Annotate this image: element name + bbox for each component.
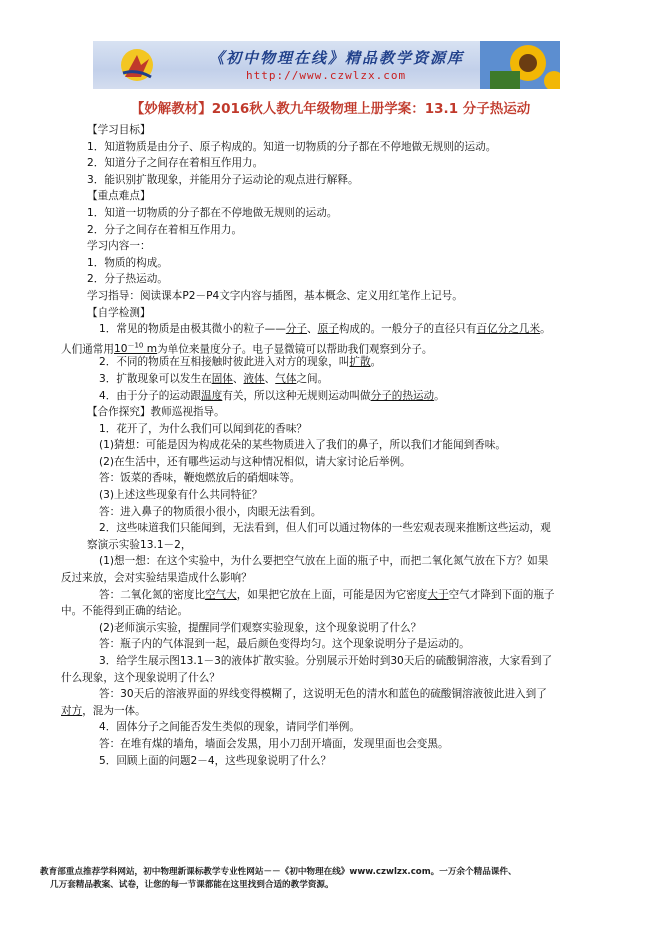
section-heading: 【学习目标】 [87, 124, 151, 136]
answer-line: 答：瓶子内的气体混到一起，最后颜色变得均匀。这个现象说明分子是运动的。 [99, 638, 470, 651]
self-test-q1: 1．常见的物质是由极其微小的粒子——分子、原子构成的。一般分子的直径只有百亿分之几米。 [99, 323, 551, 336]
question-line: (1)猜想：可能是因为构成花朵的某些物质进入了我们的鼻子，所以我们才能闻到香味。 [99, 439, 506, 452]
banner-title: 《初中物理在线》精品教学资源库 [209, 49, 465, 67]
content-line: 2．分子热运动。 [87, 273, 168, 286]
answer-line-cont: 中。不能得到正确的结论。 [61, 605, 189, 618]
sunflower-icon [480, 41, 560, 89]
question-line: (1)想一想：在这个实验中，为什么要把空气放在上面的瓶子中，而把二氧化氮气放在下方？如果 [99, 555, 549, 568]
goal-line: 2．知道分子之间存在着相互作用力。 [87, 157, 264, 170]
answer-line-cont: 对方，混为一体。 [61, 704, 146, 717]
self-test-q2: 2．不同的物质在互相接触时彼此进入对方的现象，叫扩散。 [99, 356, 382, 369]
answer-line: 答：二氧化氮的密度比空气大，如果把它放在上面，可能是因为它密度大于空气才降到下面的瓶子 [99, 588, 555, 601]
question-line: 1．花开了，为什么我们可以闻到花的香味？ [99, 422, 308, 435]
question-line-cont: 察演示实验13.1－2， [87, 538, 192, 551]
section-heading: 【自学检测】 [87, 306, 151, 319]
content-heading: 学习内容一： [87, 240, 151, 253]
site-banner [93, 41, 560, 89]
answer-line: 答：进入鼻子的物质很小很小，肉眼无法看到。 [99, 505, 322, 518]
section-heading: 【合作探究】教师巡视指导。 [87, 406, 225, 419]
answer-line: 答：饭菜的香味，鞭炮燃放后的硝烟味等。 [99, 472, 301, 485]
goal-line: 3．能识别扩散现象，并能用分子运动论的观点进行解释。 [87, 173, 359, 186]
footer-line: 几万套精品教案、试卷，让您的每一节课都能在这里找到合适的教学资源。 [50, 880, 334, 890]
footer-line: 教育部重点推荐学科网站，初中物理新课标教学专业性网站－－《初中物理在线》www.czwlzx.com。一万余个精品课件、 [40, 867, 517, 877]
self-test-q1-cont: 人们通常用$10^{-10}$ m为单位来量度分子。电子显微镜可以帮助我们观察到分子。 [61, 341, 433, 356]
answer-line: 答：30天后的溶液界面的界线变得模糊了，这说明无色的清水和蓝色的硫酸铜溶液彼此进入到了 [99, 688, 547, 701]
banner-url[interactable]: http://www.czwlzx.com [246, 69, 407, 82]
key-point-line: 1．知道一切物质的分子都在不停地做无规则的运动。 [87, 206, 338, 219]
key-point-line: 2．分子之间存在着相互作用力。 [87, 223, 243, 236]
question-line: 5．回顾上面的问题2－4，这些现象说明了什么？ [99, 754, 332, 767]
section-heading: 【重点难点】 [87, 190, 151, 203]
question-line: 4．固体分子之间能否发生类似的现象，请同学们举例。 [99, 721, 360, 734]
question-line: (2)老师演示实验，提醒同学们观察实验现象，这个现象说明了什么？ [99, 621, 422, 634]
question-line: (3)上述这些现象有什么共同特征？ [99, 489, 263, 502]
self-test-q3: 3．扩散现象可以发生在固体、液体、气体之间。 [99, 372, 329, 385]
site-logo-icon [119, 47, 155, 83]
page-footer [40, 866, 640, 892]
goal-line: 1．知道物质是由分子、原子构成的。知道一切物质的分子都在不停地做无规则的运动。 [87, 140, 497, 153]
page-title: 【妙解教材】2016秋人教九年级物理上册学案：13.1 分子热运动 [130, 101, 531, 117]
answer-line: 答：在堆有煤的墙角，墙面会发黑，用小刀刮开墙面，发现里面也会变黑。 [99, 737, 449, 750]
question-line: (2)在生活中，还有哪些运动与这种情况相似，请大家讨论后举例。 [99, 455, 411, 468]
question-line: 2．这些味道我们只能闻到，无法看到，但人们可以通过物体的一些宏观表现来推断这些运动，观 [99, 522, 551, 535]
self-test-q4: 4．由于分子的运动跟温度有关，所以这种无规则运动叫做分子的热运动。 [99, 389, 445, 402]
content-line: 1．物质的构成。 [87, 256, 168, 269]
question-line-cont: 反过来放，会对实验结果造成什么影响？ [61, 572, 252, 585]
guide-line: 学习指导：阅读课本P2－P4文字内容与插图，基本概念、定义用红笔作上记号。 [87, 289, 463, 302]
question-line: 3．给学生展示图13.1－3的液体扩散实验。分别展示开始时到30天后的硫酸铜溶液，大家看到了 [99, 655, 553, 667]
document-body [61, 122, 583, 769]
question-line-cont: 什么现象，这个现象说明了什么？ [61, 671, 220, 684]
